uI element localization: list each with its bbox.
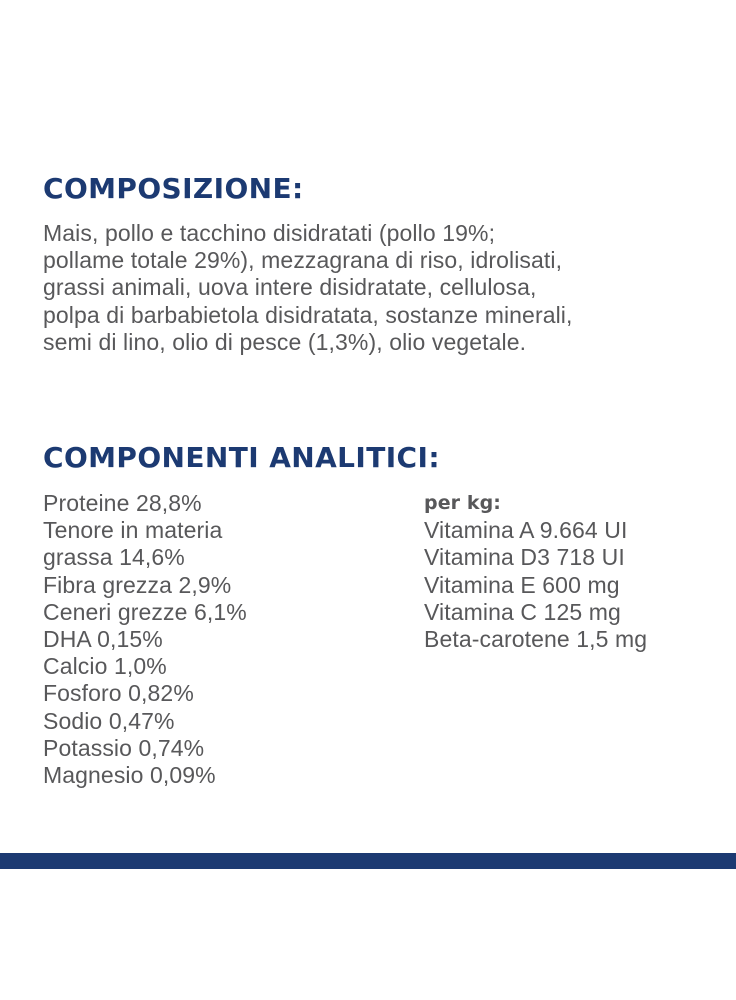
vitamin-item-e: Vitamina E 600 mg <box>424 571 620 598</box>
ingredients-line: Mais, pollo e tacchino disidratati (pollo 19%; <box>43 220 496 246</box>
ingredients-line: pollame totale 29%), mezzagrana di riso, idrolisati, <box>43 247 563 274</box>
analytic-item-grassa: grassa 14,6% <box>43 544 185 571</box>
analytic-item-sodio: Sodio 0,47% <box>43 707 175 734</box>
analytic-item-potassio: Potassio 0,74% <box>43 734 205 761</box>
analytic-item-magnesio: Magnesio 0,09% <box>43 762 216 789</box>
per-kg-heading: per kg: <box>424 492 502 514</box>
analytic-item-fibra: Fibra grezza 2,9% <box>43 571 232 598</box>
vitamin-item-c: Vitamina C 125 mg <box>424 598 621 625</box>
analytic-item-proteine: Proteine 28,8% <box>43 490 202 516</box>
analytic-item-calcio: Calcio 1,0% <box>43 653 167 680</box>
analytic-item-dha: DHA 0,15% <box>43 626 163 653</box>
analytic-item-tenore: Tenore in materia <box>43 517 223 544</box>
analytic-components-list <box>43 490 247 789</box>
ingredients-line: polpa di barbabietola disidratata, sostanze minerali, <box>43 301 573 328</box>
composition-title: COMPOSIZIONE: <box>43 172 304 205</box>
vitamin-item-beta-carotene: Beta-carotene 1,5 mg <box>424 626 648 653</box>
analytic-item-fosforo: Fosforo 0,82% <box>43 680 194 707</box>
analytic-components-title: COMPONENTI ANALITICI: <box>43 441 440 474</box>
ingredients-line: grassi animali, uova intere disidratate, cellulosa, <box>43 274 537 301</box>
vitamins-list <box>424 490 647 653</box>
ingredients-paragraph <box>43 220 723 356</box>
ingredients-line: semi di lino, olio di pesce (1,3%), olio vegetale. <box>43 328 527 355</box>
vitamin-item-a: Vitamina A 9.664 UI <box>424 517 628 544</box>
vitamin-item-d3: Vitamina D3 718 UI <box>424 544 625 571</box>
bottom-divider-bar <box>0 853 736 869</box>
analytic-item-ceneri: Ceneri grezze 6,1% <box>43 598 247 625</box>
